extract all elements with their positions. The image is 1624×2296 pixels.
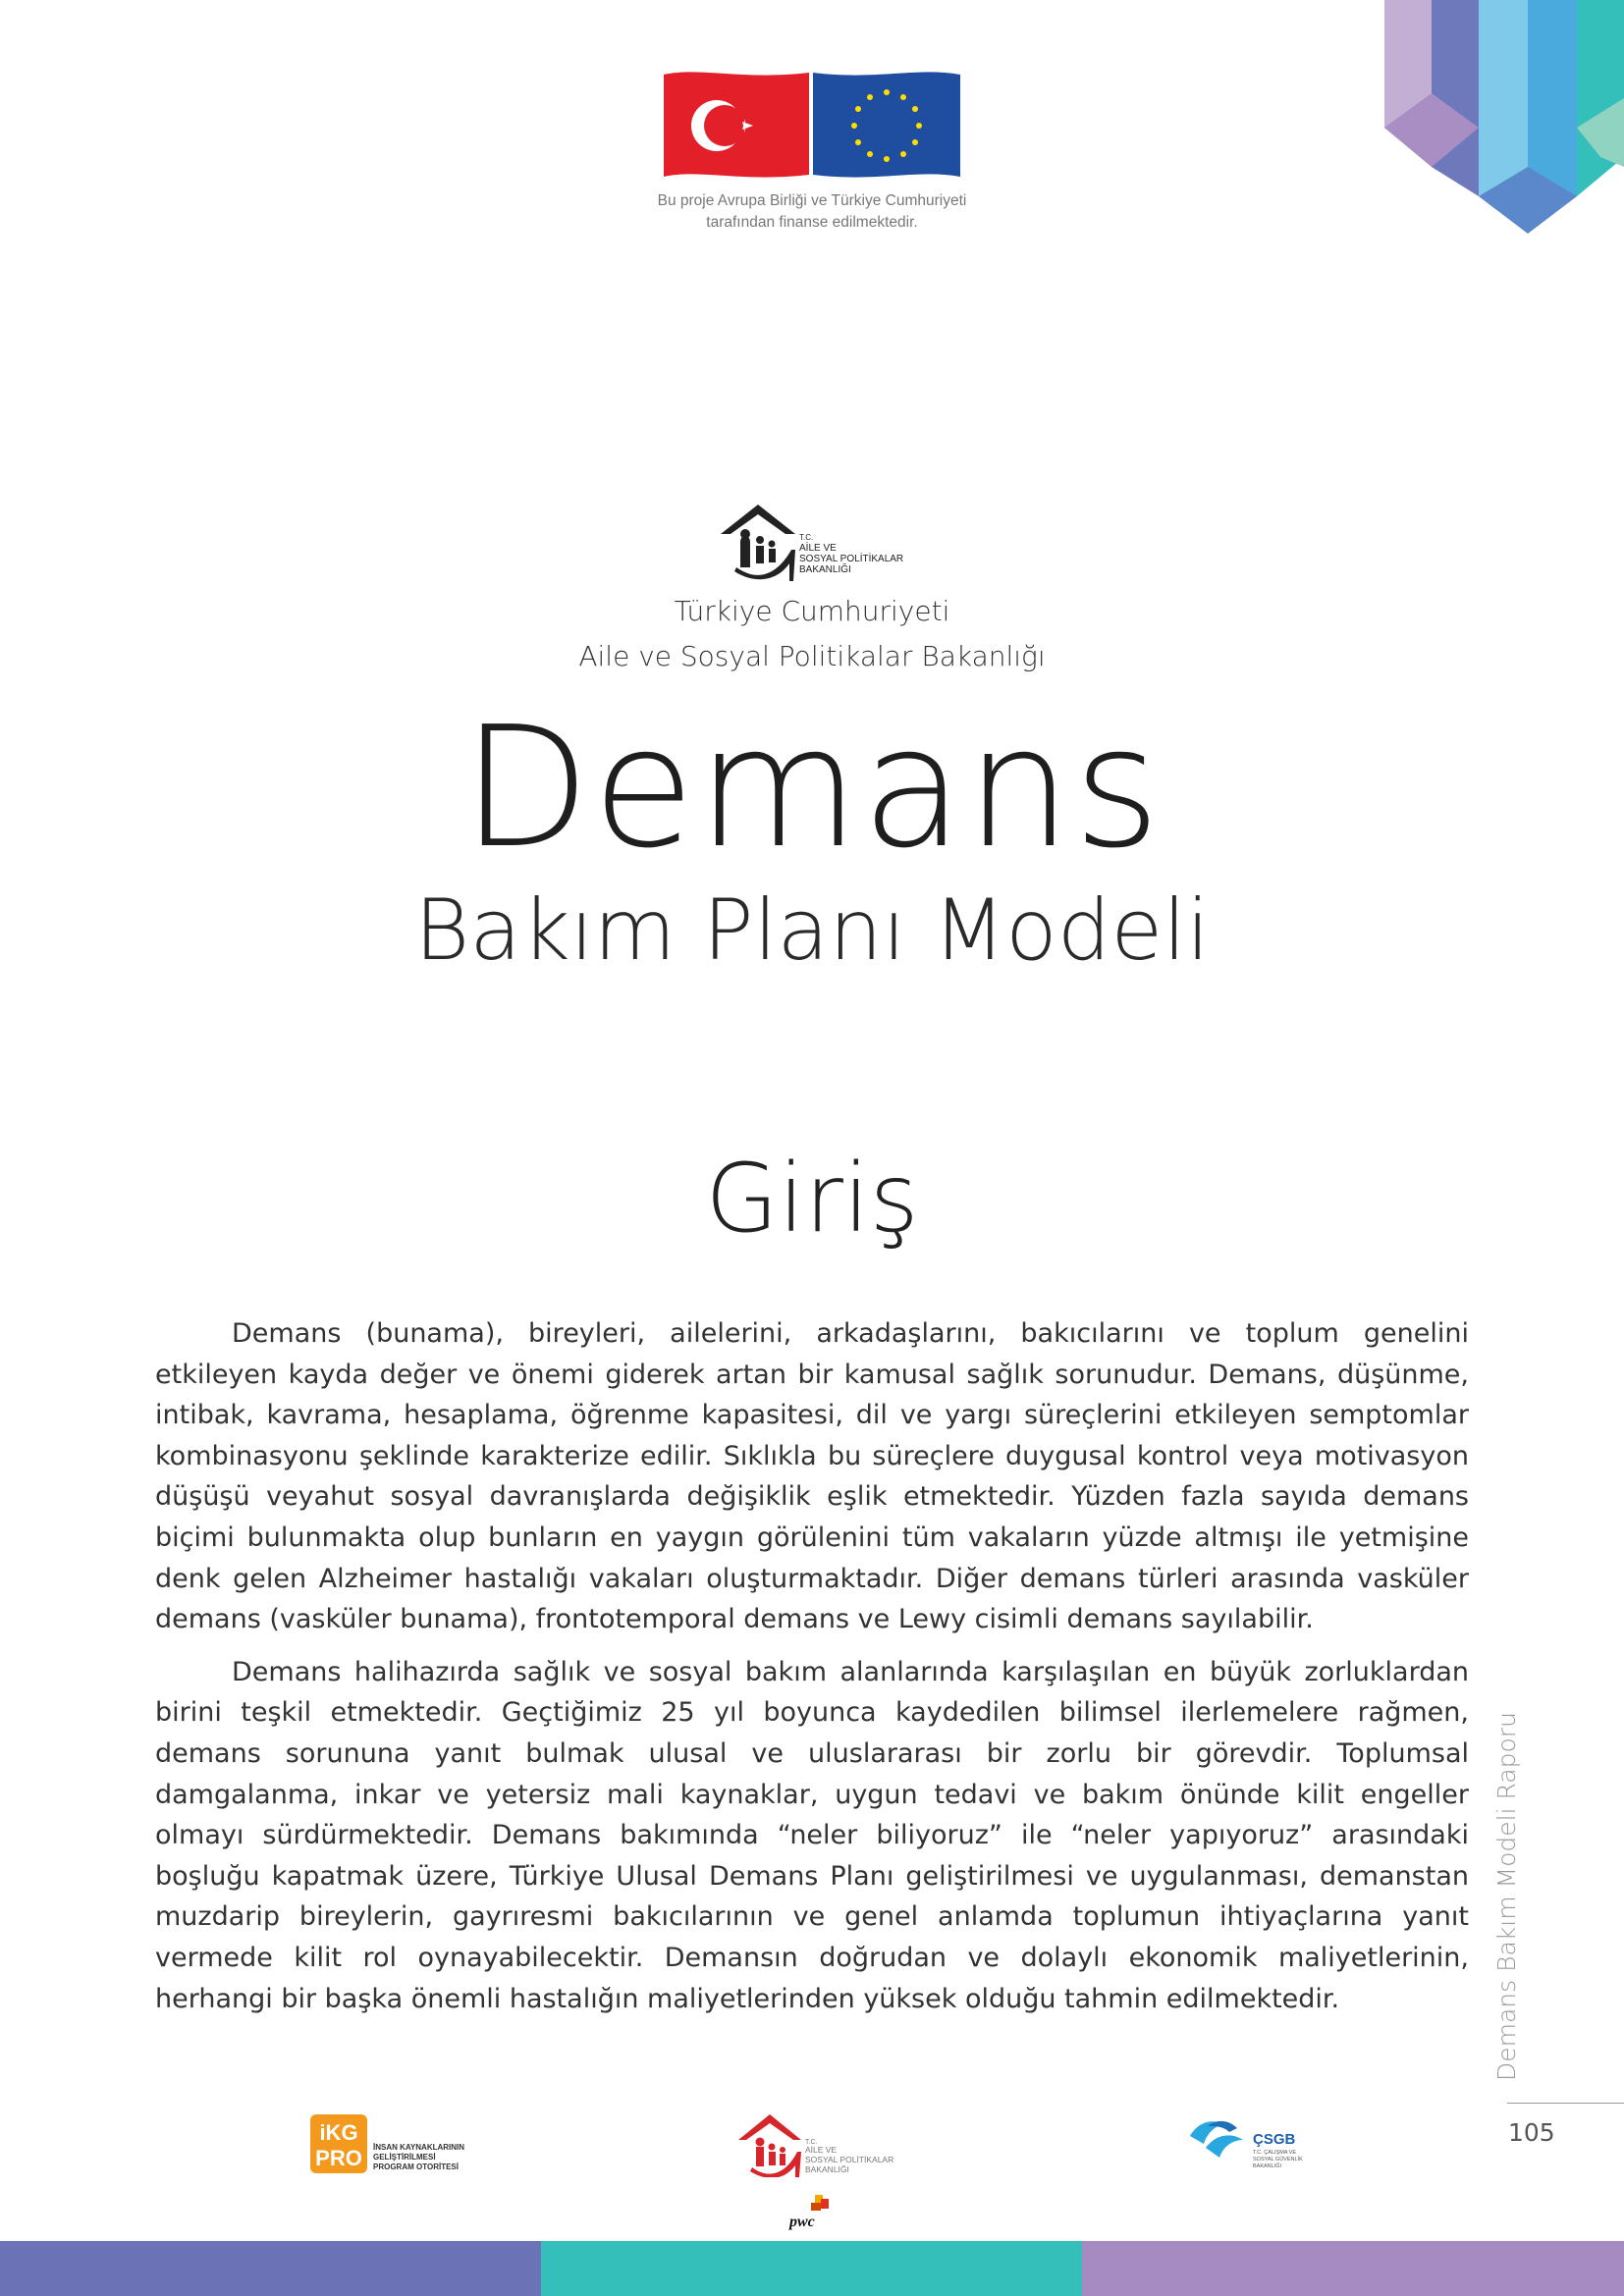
ikg-text-line3: PROGRAM OTORİTESİ: [373, 2163, 459, 2171]
document-title: Demans: [461, 691, 1163, 885]
corner-decoration: [1384, 0, 1624, 236]
footer-aile-tc: T.C.: [805, 2139, 818, 2146]
csgb-wave-icon: [1190, 2121, 1243, 2158]
pwc-wordmark: pwc: [789, 2214, 815, 2230]
csgb-title: ÇSGB: [1253, 2131, 1296, 2148]
document-subtitle: Bakım Planı Modeli: [413, 881, 1211, 980]
bottom-bar-middle: [541, 2241, 1082, 2296]
pwc-logo: [785, 2193, 835, 2232]
footer-aile-line2: AİLE VE: [805, 2145, 838, 2155]
ministry-name: Aile ve Sosyal Politikalar Bakanlığı: [578, 640, 1046, 672]
paragraph: Demans (bunama), bireyleri, ailelerini, arkadaşlarını, bakıcılarını ve toplum genelini etkileyen kayda değer ve önemi giderek artan bir kamusal sağlık sorunudur. Demans, düşünme, intibak, kavrama, hesaplama, öğrenme kapasitesi, dil ve yargı süreçlerini etkileyen semptomlar kombinasyonu şeklinde karakterize edilir. Sıklıkla bu süreçlere duygusal kontrol veya motivasyon düşüşü veyahut sosyal davranışlarda değişiklik eşlik etmektedir. Yüzden fazla sayıda demans biçimi bulunmakta olup bunların en yaygın görülenini tüm vakaların yüzde altmışı ile yetmişine denk gelen Alzheimer hastalığı vakaları oluşturmaktadır. Diğer demans türleri arasında vasküler demans (vasküler bunama), frontotemporal demans ve Lewy cisimli demans sayılabilir.: [155, 1318, 1469, 1635]
csgb-line2: SOSYAL GÜVENLİK: [1253, 2157, 1303, 2163]
paragraph: Demans halihazırda sağlık ve sosyal bakım alanlarında karşılaşılan en büyük zorluklardan birini teşkil etmektedir. Geçtiğimiz 25 yıl boyunca kaydedilen bilimsel ilerlemelere rağmen, demans sorununa yanıt bulmak ulusal ve uluslararası bir zorlu bir görevdir. Toplumsal damgalanma, inkar ve yetersiz mali kaynaklar, uygun tedavi ve bakım önünde kilit engeller olmayı sürdürmektedir. Demans bakımında “neler biliyoruz” ile “neler yapıyoruz” arasındaki boşluğu kapatmak üzere, Türkiye Ulusal Demans Planı geliştirilmesi ve uygulanması, demanstan muzdarip bireylerin, gayrıresmi bakıcılarının ve genel anlamda toplumun ihtiyaçlarına yanıt vermede kilit rol oynayabilecektir. Demansın doğrudan ve dolaylı ekonomik maliyetlerinin, herhangi bir başka önemli hastalığın maliyetlerinden yüksek olduğu tahmin edilmektedir.: [155, 1656, 1469, 2014]
csgb-line1: T.C. ÇALIŞMA VE: [1253, 2150, 1297, 2156]
footer-aile-line3: SOSYAL POLİTİKALAR: [805, 2155, 893, 2164]
ikg-text-line1: İNSAN KAYNAKLARININ: [373, 2143, 465, 2152]
flags-caption: [589, 190, 1035, 234]
ministry-logo-line2: AİLE VE: [799, 543, 837, 554]
report-side-label: Demans Bakım Modeli Raporu: [1492, 1712, 1521, 2081]
turkey-flag-icon: [664, 72, 809, 177]
ministry-house-icon: [721, 505, 795, 581]
page-number-rule: [1507, 2103, 1624, 2104]
footer-ministry-logo: [736, 2110, 893, 2177]
csgb-line3: BAKANLIĞI: [1253, 2163, 1282, 2169]
ministry-logo: [717, 499, 913, 581]
ikg-badge-line1: iKG: [319, 2120, 358, 2145]
eu-flag-icon: [813, 72, 960, 177]
bottom-bar-left: [0, 2241, 541, 2296]
footer-ministry-house-icon: [738, 2114, 801, 2177]
ministry-logo-line3: SOSYAL POLİTİKALAR: [799, 554, 904, 564]
ikg-pro-logo: [310, 2114, 477, 2175]
flags-caption-line1: Bu proje Avrupa Birliği ve Türkiye Cumhuriyeti: [657, 192, 967, 209]
section-body: [155, 1313, 1469, 2031]
flags-logo: [662, 67, 962, 185]
footer-aile-line4: BAKANLIĞI: [805, 2164, 849, 2174]
ministry-logo-tc: T.C.: [799, 533, 814, 542]
bottom-bar-right: [1082, 2241, 1624, 2296]
page-number: 105: [1508, 2118, 1555, 2147]
ministry-logo-line4: BAKANLIĞI: [799, 564, 851, 575]
ikg-text-line2: GELİŞTİRİLMESİ: [373, 2153, 436, 2162]
section-heading: Giriş: [705, 1144, 919, 1254]
ministry-country: Türkiye Cumhuriyeti: [674, 595, 950, 627]
csgb-logo: [1188, 2114, 1316, 2169]
flags-caption-line2: tarafından finanse edilmektedir.: [706, 214, 918, 231]
ikg-badge-line2: PRO: [315, 2146, 362, 2170]
